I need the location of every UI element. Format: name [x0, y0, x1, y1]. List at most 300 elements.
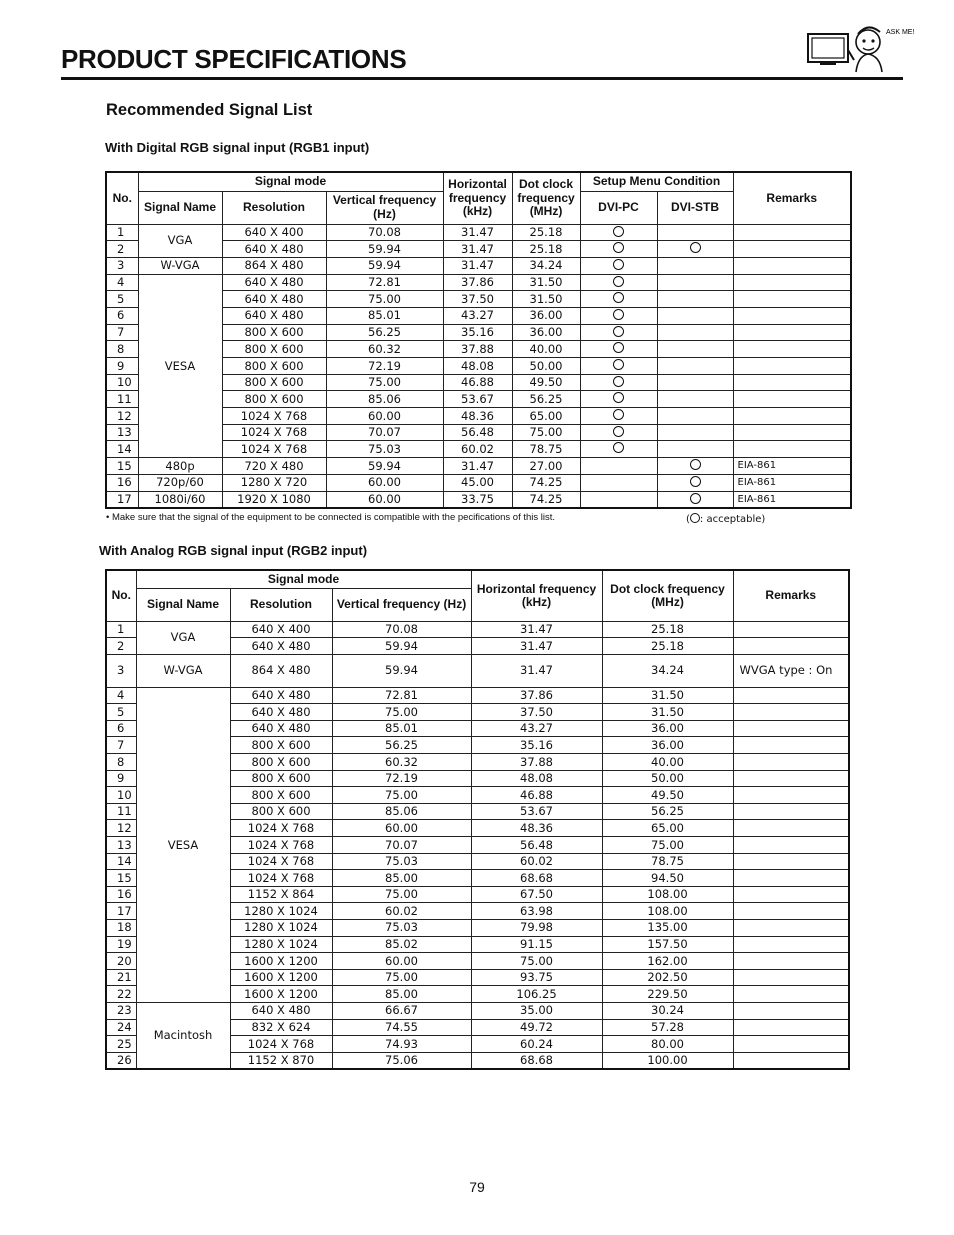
horizontal-frequency: 46.88 [471, 787, 602, 804]
remarks [733, 870, 849, 887]
vertical-frequency: 75.00 [326, 374, 443, 391]
row-number: 7 [106, 324, 138, 341]
table-row [106, 458, 851, 475]
row-number: 13 [106, 837, 136, 854]
acceptable-circle-icon [613, 242, 624, 253]
dot-clock-frequency: 100.00 [602, 1052, 733, 1069]
table-row [106, 621, 849, 638]
acceptable-circle-icon [613, 276, 624, 287]
dvi-stb-status [657, 391, 733, 408]
row-number: 26 [106, 1052, 136, 1069]
row-number: 12 [106, 820, 136, 837]
resolution: 1024 X 768 [230, 837, 332, 854]
vertical-frequency: 85.06 [326, 391, 443, 408]
acceptable-circle-icon [613, 359, 624, 370]
signal-name: W-VGA [136, 654, 230, 687]
horizontal-frequency: 43.27 [443, 307, 512, 324]
row-number: 23 [106, 1002, 136, 1019]
dvi-stb-status [657, 274, 733, 291]
remarks [733, 1052, 849, 1069]
vertical-frequency: 59.94 [326, 257, 443, 274]
horizontal-frequency: 68.68 [471, 1052, 602, 1069]
remarks [733, 424, 851, 441]
vertical-frequency: 85.00 [332, 986, 471, 1003]
col-dot-clock: Dot clock frequency (MHz) [512, 172, 580, 224]
dot-clock-frequency: 108.00 [602, 886, 733, 903]
acceptable-legend [686, 513, 765, 525]
row-number: 15 [106, 458, 138, 475]
dot-clock-frequency: 75.00 [512, 424, 580, 441]
resolution: 640 X 480 [230, 720, 332, 737]
resolution: 800 X 600 [230, 803, 332, 820]
row-number: 3 [106, 257, 138, 274]
resolution: 1600 X 1200 [230, 986, 332, 1003]
vertical-frequency: 75.03 [332, 853, 471, 870]
dot-clock-frequency: 31.50 [512, 291, 580, 308]
svg-text:ASK ME!: ASK ME! [886, 29, 915, 36]
row-number: 16 [106, 886, 136, 903]
vertical-frequency: 59.94 [332, 638, 471, 655]
remarks [733, 1002, 849, 1019]
resolution: 1600 X 1200 [230, 969, 332, 986]
resolution: 800 X 600 [230, 754, 332, 771]
horizontal-frequency: 31.47 [443, 224, 512, 241]
remarks [733, 737, 849, 754]
dvi-pc-status [580, 458, 657, 475]
dot-clock-frequency: 36.00 [602, 737, 733, 754]
acceptable-circle-icon [613, 342, 624, 353]
resolution: 640 X 480 [230, 687, 332, 704]
row-number: 18 [106, 920, 136, 937]
dvi-stb-status [657, 257, 733, 274]
table-row [106, 654, 849, 687]
vertical-frequency: 72.19 [332, 770, 471, 787]
dvi-pc-status [580, 408, 657, 425]
dot-clock-frequency: 94.50 [602, 870, 733, 887]
remarks [733, 1036, 849, 1053]
resolution: 832 X 624 [230, 1019, 332, 1036]
dot-clock-frequency: 74.25 [512, 491, 580, 508]
dvi-stb-status [657, 458, 733, 475]
remarks [733, 341, 851, 358]
remarks [733, 391, 851, 408]
row-number: 21 [106, 969, 136, 986]
resolution: 1280 X 1024 [230, 903, 332, 920]
resolution: 1024 X 768 [230, 853, 332, 870]
dvi-pc-status [580, 324, 657, 341]
remarks [733, 903, 849, 920]
signal-name: 720p/60 [138, 474, 222, 491]
row-number: 22 [106, 986, 136, 1003]
dvi-pc-status [580, 424, 657, 441]
horizontal-frequency: 56.48 [471, 837, 602, 854]
horizontal-frequency: 31.47 [471, 638, 602, 655]
dvi-stb-status [657, 374, 733, 391]
dvi-pc-status [580, 491, 657, 508]
acceptable-circle-icon [690, 493, 701, 504]
resolution: 1152 X 864 [230, 886, 332, 903]
resolution: 1024 X 768 [222, 424, 326, 441]
acceptable-circle-icon [613, 442, 624, 453]
remarks [733, 687, 849, 704]
resolution: 1024 X 768 [222, 441, 326, 458]
row-number: 11 [106, 803, 136, 820]
dot-clock-frequency: 135.00 [602, 920, 733, 937]
remarks [733, 374, 851, 391]
resolution: 720 X 480 [222, 458, 326, 475]
dvi-pc-status [580, 441, 657, 458]
resolution: 1024 X 768 [230, 870, 332, 887]
dot-clock-frequency: 108.00 [602, 903, 733, 920]
row-number: 14 [106, 853, 136, 870]
resolution: 1024 X 768 [230, 1036, 332, 1053]
resolution: 1152 X 870 [230, 1052, 332, 1069]
vertical-frequency: 66.67 [332, 1002, 471, 1019]
dot-clock-frequency: 31.50 [602, 704, 733, 721]
dvi-stb-status [657, 324, 733, 341]
dot-clock-frequency: 49.50 [512, 374, 580, 391]
dot-clock-frequency: 50.00 [602, 770, 733, 787]
signal-name: VGA [136, 621, 230, 654]
dot-clock-frequency: 78.75 [512, 441, 580, 458]
col-remarks: Remarks [733, 570, 849, 621]
vertical-frequency: 85.01 [332, 720, 471, 737]
horizontal-frequency: 79.98 [471, 920, 602, 937]
col-resolution: Resolution [230, 588, 332, 621]
dvi-pc-status [580, 274, 657, 291]
section-heading: Recommended Signal List [106, 101, 313, 119]
col-vertical-frequency: Vertical frequency (Hz) [326, 191, 443, 224]
remarks [733, 837, 849, 854]
remarks [733, 787, 849, 804]
dot-clock-frequency: 65.00 [602, 820, 733, 837]
resolution: 800 X 600 [222, 374, 326, 391]
horizontal-frequency: 37.88 [471, 754, 602, 771]
vertical-frequency: 60.02 [332, 903, 471, 920]
dot-clock-frequency: 56.25 [602, 803, 733, 820]
row-number: 3 [106, 654, 136, 687]
remarks [733, 936, 849, 953]
row-number: 1 [106, 224, 138, 241]
col-signal-name: Signal Name [138, 191, 222, 224]
horizontal-frequency: 33.75 [443, 491, 512, 508]
horizontal-frequency: 63.98 [471, 903, 602, 920]
acceptable-circle-icon [613, 309, 624, 320]
dot-clock-frequency: 36.00 [512, 324, 580, 341]
resolution: 800 X 600 [230, 770, 332, 787]
dvi-stb-status [657, 291, 733, 308]
signal-name: W-VGA [138, 257, 222, 274]
resolution: 1600 X 1200 [230, 953, 332, 970]
horizontal-frequency: 53.67 [443, 391, 512, 408]
resolution: 864 X 480 [230, 654, 332, 687]
vertical-frequency: 59.94 [332, 654, 471, 687]
resolution: 1280 X 1024 [230, 920, 332, 937]
vertical-frequency: 85.01 [326, 307, 443, 324]
row-number: 8 [106, 341, 138, 358]
dot-clock-frequency: 74.25 [512, 474, 580, 491]
horizontal-frequency: 60.02 [471, 853, 602, 870]
resolution: 800 X 600 [222, 341, 326, 358]
dot-clock-frequency: 229.50 [602, 986, 733, 1003]
dvi-stb-status [657, 358, 733, 375]
horizontal-frequency: 53.67 [471, 803, 602, 820]
vertical-frequency: 60.00 [326, 408, 443, 425]
table-row [106, 274, 851, 291]
dot-clock-frequency: 40.00 [602, 754, 733, 771]
vertical-frequency: 75.00 [332, 704, 471, 721]
horizontal-frequency: 31.47 [471, 621, 602, 638]
vertical-frequency: 72.19 [326, 358, 443, 375]
vertical-frequency: 60.00 [326, 474, 443, 491]
resolution: 640 X 480 [230, 1002, 332, 1019]
vertical-frequency: 60.00 [332, 953, 471, 970]
vertical-frequency: 75.03 [326, 441, 443, 458]
dot-clock-frequency: 80.00 [602, 1036, 733, 1053]
horizontal-frequency: 60.24 [471, 1036, 602, 1053]
horizontal-frequency: 75.00 [471, 953, 602, 970]
col-remarks: Remarks [733, 172, 851, 224]
remarks [733, 324, 851, 341]
horizontal-frequency: 31.47 [471, 654, 602, 687]
vertical-frequency: 75.06 [332, 1052, 471, 1069]
col-no: No. [106, 570, 136, 621]
resolution: 864 X 480 [222, 257, 326, 274]
remarks [733, 820, 849, 837]
remarks [733, 441, 851, 458]
row-number: 17 [106, 491, 138, 508]
row-number: 1 [106, 621, 136, 638]
remarks [733, 241, 851, 258]
resolution: 1280 X 720 [222, 474, 326, 491]
remarks [733, 224, 851, 241]
acceptable-circle-icon [613, 376, 624, 387]
row-number: 14 [106, 441, 138, 458]
resolution: 1920 X 1080 [222, 491, 326, 508]
dot-clock-frequency: 31.50 [602, 687, 733, 704]
dvi-stb-status [657, 424, 733, 441]
compatibility-footnote: • Make sure that the signal of the equipment to be connected is compatible with the pecifications of this list. [106, 512, 556, 523]
table-row [106, 491, 851, 508]
remarks: EIA-861 [733, 491, 851, 508]
vertical-frequency: 56.25 [326, 324, 443, 341]
acceptable-circle-icon [613, 259, 624, 270]
signal-name: VESA [138, 274, 222, 458]
resolution: 800 X 600 [222, 358, 326, 375]
remarks [733, 969, 849, 986]
title-rule [61, 77, 903, 80]
remarks [733, 920, 849, 937]
resolution: 1024 X 768 [222, 408, 326, 425]
dot-clock-frequency: 25.18 [602, 621, 733, 638]
vertical-frequency: 70.07 [326, 424, 443, 441]
resolution: 640 X 480 [222, 307, 326, 324]
rgb2-signal-table [105, 569, 850, 1070]
vertical-frequency: 60.00 [326, 491, 443, 508]
dot-clock-frequency: 25.18 [512, 241, 580, 258]
horizontal-frequency: 37.50 [471, 704, 602, 721]
horizontal-frequency: 68.68 [471, 870, 602, 887]
horizontal-frequency: 48.08 [443, 358, 512, 375]
table-row [106, 1002, 849, 1019]
vertical-frequency: 56.25 [332, 737, 471, 754]
dot-clock-frequency: 30.24 [602, 1002, 733, 1019]
remarks [733, 754, 849, 771]
vertical-frequency: 70.07 [332, 837, 471, 854]
dvi-pc-status [580, 291, 657, 308]
dvi-stb-status [657, 341, 733, 358]
col-setup-menu: Setup Menu Condition [580, 172, 733, 191]
table-row [106, 687, 849, 704]
remarks: EIA-861 [733, 474, 851, 491]
signal-name: Macintosh [136, 1002, 230, 1069]
col-no: No. [106, 172, 138, 224]
horizontal-frequency: 46.88 [443, 374, 512, 391]
horizontal-frequency: 48.36 [443, 408, 512, 425]
horizontal-frequency: 48.36 [471, 820, 602, 837]
horizontal-frequency: 35.00 [471, 1002, 602, 1019]
vertical-frequency: 60.00 [332, 820, 471, 837]
row-number: 9 [106, 770, 136, 787]
row-number: 24 [106, 1019, 136, 1036]
row-number: 6 [106, 307, 138, 324]
vertical-frequency: 75.00 [326, 291, 443, 308]
acceptable-circle-icon [613, 392, 624, 403]
dvi-pc-status [580, 374, 657, 391]
resolution: 640 X 480 [230, 704, 332, 721]
remarks: EIA-861 [733, 458, 851, 475]
remarks [733, 621, 849, 638]
row-number: 16 [106, 474, 138, 491]
horizontal-frequency: 106.25 [471, 986, 602, 1003]
row-number: 11 [106, 391, 138, 408]
row-number: 10 [106, 787, 136, 804]
dvi-stb-status [657, 408, 733, 425]
dvi-stb-status [657, 307, 733, 324]
row-number: 10 [106, 374, 138, 391]
resolution: 640 X 480 [222, 241, 326, 258]
remarks [733, 770, 849, 787]
resolution: 800 X 600 [230, 737, 332, 754]
table-row [106, 257, 851, 274]
dvi-pc-status [580, 391, 657, 408]
remarks [733, 720, 849, 737]
row-number: 20 [106, 953, 136, 970]
vertical-frequency: 85.00 [332, 870, 471, 887]
vertical-frequency: 74.55 [332, 1019, 471, 1036]
dvi-stb-status [657, 224, 733, 241]
dvi-stb-status [657, 491, 733, 508]
remarks [733, 257, 851, 274]
horizontal-frequency: 93.75 [471, 969, 602, 986]
vertical-frequency: 72.81 [326, 274, 443, 291]
acceptable-circle-icon [613, 226, 624, 237]
horizontal-frequency: 37.50 [443, 291, 512, 308]
row-number: 9 [106, 358, 138, 375]
remarks [733, 853, 849, 870]
horizontal-frequency: 43.27 [471, 720, 602, 737]
row-number: 4 [106, 687, 136, 704]
vertical-frequency: 75.00 [332, 969, 471, 986]
horizontal-frequency: 37.86 [471, 687, 602, 704]
dot-clock-frequency: 25.18 [512, 224, 580, 241]
row-number: 5 [106, 291, 138, 308]
col-vertical-frequency: Vertical frequency (Hz) [332, 588, 471, 621]
remarks [733, 803, 849, 820]
row-number: 17 [106, 903, 136, 920]
vertical-frequency: 72.81 [332, 687, 471, 704]
resolution: 640 X 480 [222, 274, 326, 291]
dot-clock-frequency: 25.18 [602, 638, 733, 655]
resolution: 800 X 600 [222, 324, 326, 341]
horizontal-frequency: 45.00 [443, 474, 512, 491]
remarks [733, 307, 851, 324]
row-number: 5 [106, 704, 136, 721]
resolution: 800 X 600 [222, 391, 326, 408]
acceptable-circle-icon [613, 326, 624, 337]
dot-clock-frequency: 75.00 [602, 837, 733, 854]
acceptable-circle-icon [613, 409, 624, 420]
rgb2-heading: With Analog RGB signal input (RGB2 input) [99, 543, 368, 558]
dot-clock-frequency: 49.50 [602, 787, 733, 804]
acceptable-circle-icon [613, 292, 624, 303]
dot-clock-frequency: 34.24 [512, 257, 580, 274]
horizontal-frequency: 60.02 [443, 441, 512, 458]
col-horizontal-frequency: Horizontal frequency (kHz) [471, 570, 602, 621]
dvi-stb-status [657, 441, 733, 458]
vertical-frequency: 70.08 [332, 621, 471, 638]
resolution: 1280 X 1024 [230, 936, 332, 953]
col-signal-name: Signal Name [136, 588, 230, 621]
table-row [106, 224, 851, 241]
dot-clock-frequency: 36.00 [512, 307, 580, 324]
dot-clock-frequency: 157.50 [602, 936, 733, 953]
vertical-frequency: 59.94 [326, 458, 443, 475]
remarks [733, 638, 849, 655]
vertical-frequency: 85.02 [332, 936, 471, 953]
dot-clock-frequency: 36.00 [602, 720, 733, 737]
horizontal-frequency: 31.47 [443, 257, 512, 274]
horizontal-frequency: 37.88 [443, 341, 512, 358]
remarks [733, 986, 849, 1003]
dvi-stb-status [657, 241, 733, 258]
legend-text: : acceptable) [699, 514, 766, 525]
vertical-frequency: 85.06 [332, 803, 471, 820]
horizontal-frequency: 49.72 [471, 1019, 602, 1036]
row-number: 8 [106, 754, 136, 771]
legend-prefix: ( [686, 514, 690, 525]
resolution: 640 X 400 [230, 621, 332, 638]
signal-name: VESA [136, 687, 230, 1002]
dvi-pc-status [580, 358, 657, 375]
dvi-pc-status [580, 474, 657, 491]
ask-me-mascot-icon [806, 20, 915, 74]
row-number: 7 [106, 737, 136, 754]
row-number: 6 [106, 720, 136, 737]
vertical-frequency: 59.94 [326, 241, 443, 258]
dvi-pc-status [580, 241, 657, 258]
remarks [733, 953, 849, 970]
table-row [106, 474, 851, 491]
remarks [733, 1019, 849, 1036]
dot-clock-frequency: 40.00 [512, 341, 580, 358]
remarks [733, 291, 851, 308]
signal-name: 480p [138, 458, 222, 475]
vertical-frequency: 60.32 [326, 341, 443, 358]
dot-clock-frequency: 78.75 [602, 853, 733, 870]
dot-clock-frequency: 202.50 [602, 969, 733, 986]
dvi-pc-status [580, 257, 657, 274]
